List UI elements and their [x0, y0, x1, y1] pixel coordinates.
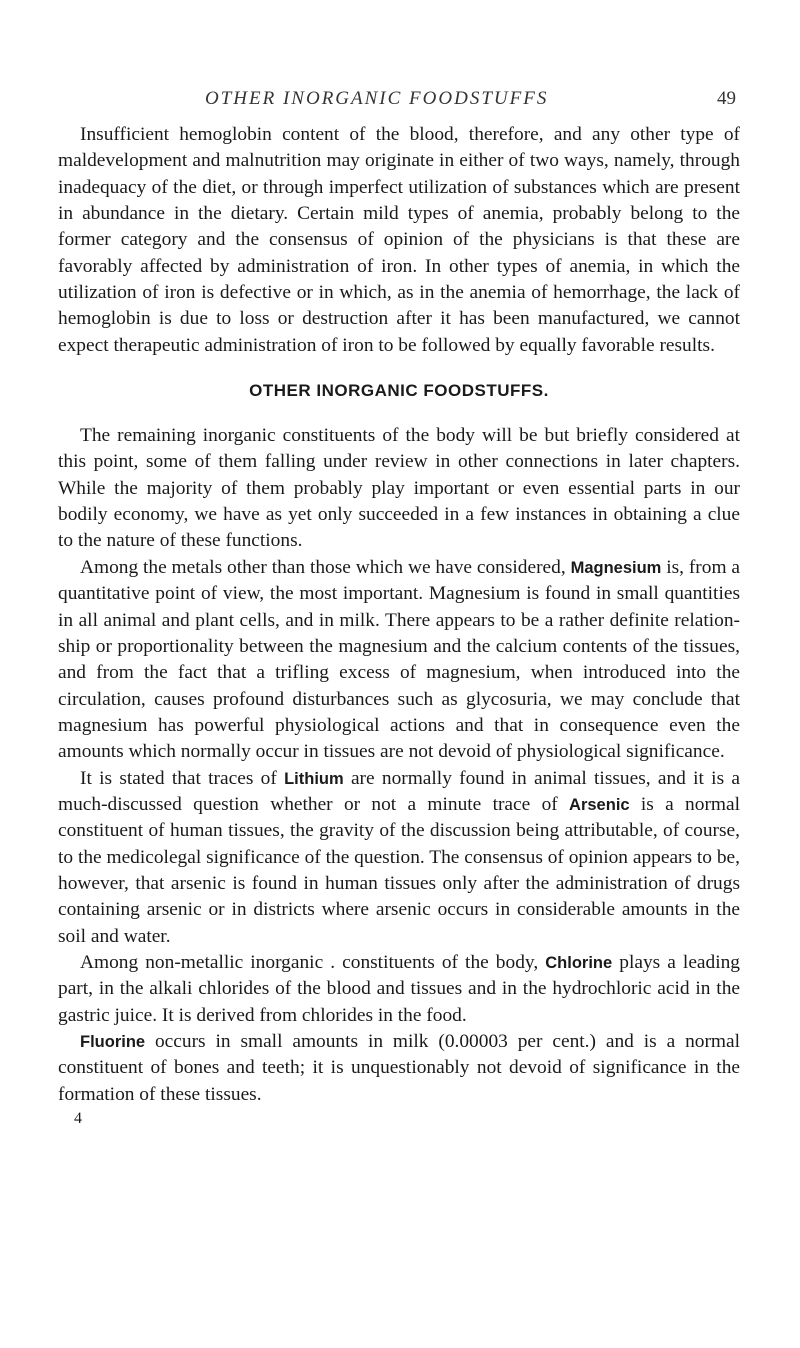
magnesium-text: is, from a quantitative point of view, the most important. Magnesium is found in small quantities in all animal and plant cells, and in milk. There appears to be a rather definite relation-ship or proportionality between the magnesium and the calcium contents of the tissues, and from the fact that a trifling excess of magnesium, when introduced into the circulation, causes profound disturbances such as glycosuria, we may conclude that magnesium has powerful physiological actions and that in consequence even the amounts which normally occur in tissues are not devoid of physiological significance. [58, 556, 740, 763]
running-head [0, 88, 800, 116]
chlorine-text: plays a leading part, in the alkali chlorides of the blood and tissues and in the hydrochloric acid in the gastric juice. It is derived from chlorides in the food. [58, 951, 741, 1026]
magnesium-intro: Among the metals other than those which we have considered, [80, 556, 566, 578]
lithium-intro: It is stated that traces of [80, 767, 277, 789]
paragraph-remaining-constituents: The remaining inorganic constituents of the body will be but briefly considered at this point, some of them falling under review in other connections in later chapters. While the majority of them probably play important or even essential parts in our bodily economy, we have as yet only succeeded in a few instances in obtaining a clue to the nature of these functions. [58, 425, 740, 552]
keyword-arsenic: Arsenic [569, 795, 630, 814]
chlorine-intro: Among non-metallic inorganic . constituents of the body, [80, 951, 539, 973]
fluorine-text: occurs in small amounts in milk (0.00003 per cent.) and is a normal constituent of bones and teeth; it is unquestionably not devoid of significance in the formation of these tissues. [58, 1031, 740, 1105]
page-number: 49 [717, 88, 736, 109]
running-title: OTHER INORGANIC FOODSTUFFS [205, 88, 549, 109]
lithium-text: are normally found in animal tissues, and it is a much-discussed question whether or not a minute trace of [58, 767, 740, 815]
keyword-lithium: Lithium [284, 769, 344, 788]
paragraph-anemia: Insufficient hemoglobin content of the blood, therefore, and any other type of maldevelopment and malnutrition may originate in either of two ways, namely, through inadequacy of the diet, or through imperfect utilization of substances which are present in abundance in the dietary. Certain mild types of anemia, probably belong to the former category and the consensus of opinion of the physicians is that these are favorably affected by administration of iron. In other types of anemia, in which the utilization of iron is defective or in which, as in the anemia of hemorrhage, the lack of hemoglobin is due to loss or destruction after it has been manufactured, we cannot expect therapeutic administration of iron to be followed by equally favorable results. [58, 124, 740, 356]
arsenic-text: is a normal constituent of human tissues, the gravity of the discussion being attributable, of course, to the medicolegal significance of the question. The consensus of opinion appears to be, however, that arsenic is found in human tissues only after the administration of drugs containing arsenic or in districts where arsenic occurs in considerable amounts in the soil and water. [58, 793, 740, 947]
body-text [58, 122, 740, 1128]
keyword-fluorine: Fluorine [80, 1033, 146, 1051]
keyword-chlorine: Chlorine [545, 953, 613, 972]
section-heading: OTHER INORGANIC FOODSTUFFS. [249, 381, 549, 401]
keyword-magnesium: Magnesium [570, 558, 662, 577]
signature-mark: 4 [74, 1110, 82, 1128]
paragraph-chlorine [58, 950, 740, 1029]
paragraph-lithium-arsenic [58, 766, 740, 950]
paragraph-magnesium [58, 555, 740, 766]
paragraph-fluorine [58, 1029, 740, 1108]
